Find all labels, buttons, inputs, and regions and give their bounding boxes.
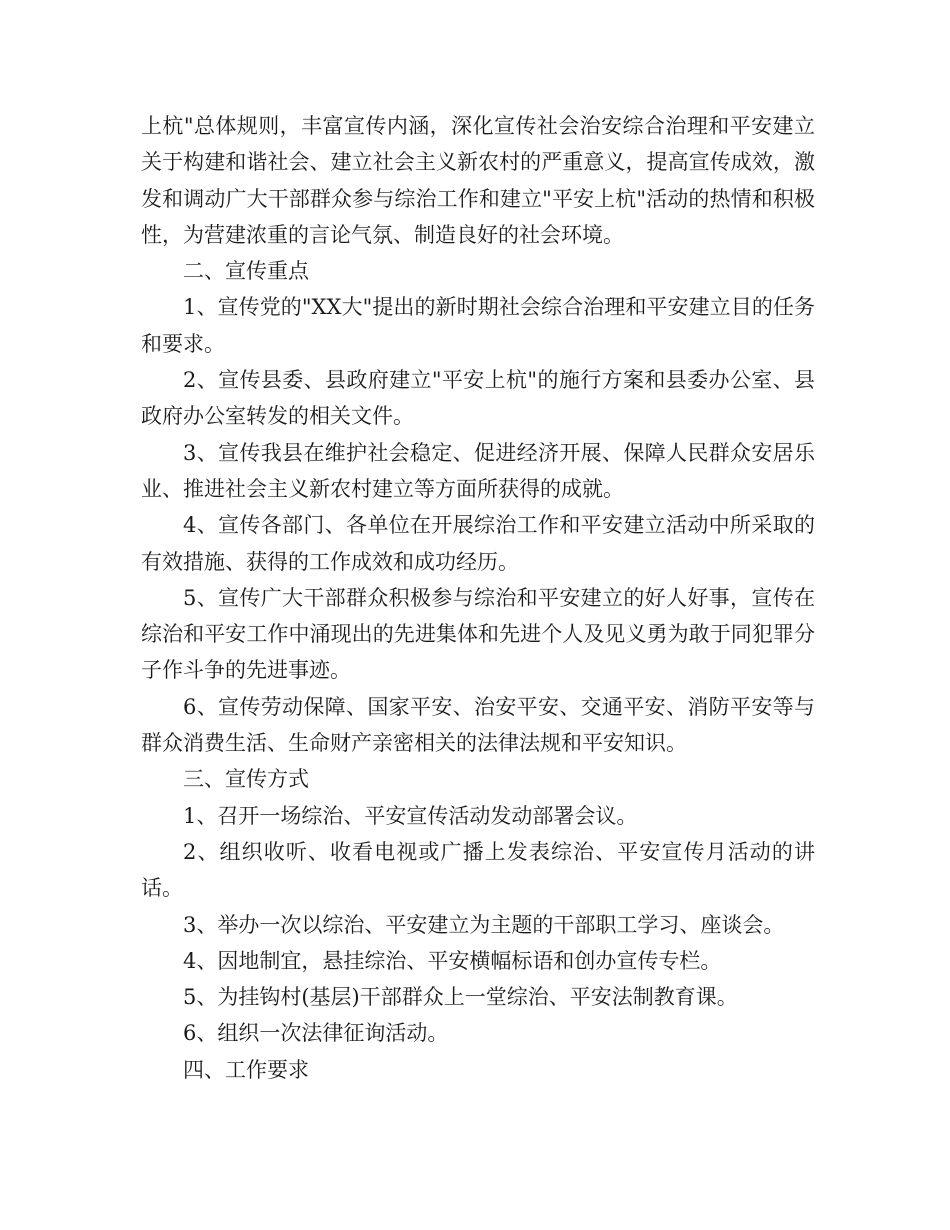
section-heading-publicity-methods: 三、宣传方式 [183,767,309,792]
section-heading-work-requirements: 四、工作要求 [183,1057,309,1082]
method-item-2: 2、组织收听、收看电视或广播上发表综治、平安宣传月活动的讲话。 [141,839,815,901]
method-item-4: 4、因地制宜，悬挂综治、平安横幅标语和创办宣传专栏。 [183,948,722,973]
document-body [141,108,815,1088]
focus-item-1: 1、宣传党的"XX大"提出的新时期社会综合治理和平安建立目的任务和要求。 [141,295,815,356]
focus-item-5: 5、宣传广大干部群众积极参与综治和平安建立的好人好事，宣传在综治和平安工作中涌现出的先进集体和先进个人及见义勇为敢于同犯罪分子作斗争的先进事迹。 [141,585,815,683]
paragraph-intro-continued: 上杭"总体规则，丰富宣传内涵，深化宣传社会治安综合治理和平安建立关于构建和谐社会、建立社会主义新农村的严重意义，提高宣传成效，激发和调动广大干部群众参与综治工作和建立"平安上杭"活动的热情和积极性，为营建浓重的言论气氛、制造良好的社会环境。 [141,114,815,247]
focus-item-2: 2、宣传县委、县政府建立"平安上杭"的施行方案和县委办公室、县政府办公室转发的相关文件。 [141,368,815,429]
focus-item-4: 4、宣传各部门、各单位在开展综治工作和平安建立活动中所采取的有效措施、获得的工作成效和成功经历。 [141,513,815,574]
section-heading-publicity-focus: 二、宣传重点 [183,259,309,284]
focus-item-6: 6、宣传劳动保障、国家平安、治安平安、交通平安、消防平安等与群众消费生活、生命财产亲密相关的法律法规和平安知识。 [141,694,815,756]
method-item-1: 1、召开一场综治、平安宣传活动发动部署会议。 [183,803,638,828]
method-item-3: 3、举办一次以综治、平安建立为主题的干部职工学习、座谈会。 [183,912,785,937]
method-item-5: 5、为挂钩村(基层)干部群众上一堂综治、平安法制教育课。 [183,985,738,1010]
method-item-6: 6、组织一次法律征询活动。 [183,1021,449,1046]
focus-item-3: 3、宣传我县在维护社会稳定、促进经济开展、保障人民群众安居乐业、推进社会主义新农村建立等方面所获得的成就。 [141,440,815,501]
